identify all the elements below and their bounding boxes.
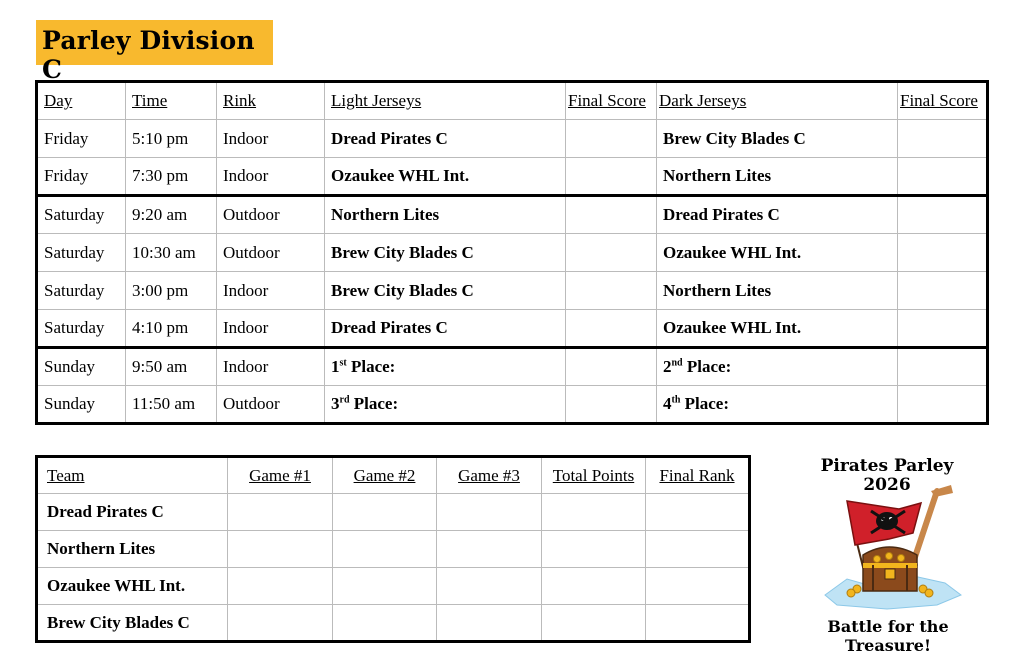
cell-total-points[interactable] [542, 494, 646, 531]
cell-time: 7:30 pm [126, 158, 217, 196]
logo-tagline: Battle for the Treasure! [827, 617, 949, 655]
schedule-header-row [37, 82, 988, 120]
cell-game-2[interactable] [333, 605, 437, 642]
header-final-rank: Final Rank [646, 457, 750, 494]
cell-dark-team: Ozaukee WHL Int. [657, 234, 898, 272]
standings-team: Northern Lites [37, 531, 228, 568]
cell-light-score[interactable] [566, 348, 657, 386]
header-light-final-score: Final Score [566, 82, 657, 120]
cell-light-team: Brew City Blades C [325, 234, 566, 272]
cell-final-rank[interactable] [646, 531, 750, 568]
place-number: 3 [331, 394, 340, 413]
standings-header-row [37, 457, 750, 494]
place-number: 2 [663, 357, 672, 376]
place-ordinal: rd [339, 394, 350, 406]
cell-day: Sunday [37, 348, 126, 386]
place-number: 1 [331, 357, 340, 376]
header-rink: Rink [217, 82, 325, 120]
cell-total-points[interactable] [542, 568, 646, 605]
cell-rink: Indoor [217, 310, 325, 348]
cell-dark-team: Brew City Blades C [657, 120, 898, 158]
cell-dark-score[interactable] [898, 234, 988, 272]
standings-row [37, 568, 750, 605]
cell-dark-team: Ozaukee WHL Int. [657, 310, 898, 348]
cell-game-1[interactable] [228, 605, 333, 642]
place-label: Place: [346, 357, 396, 376]
schedule-row [37, 158, 988, 196]
cell-rink: Indoor [217, 120, 325, 158]
cell-rink: Indoor [217, 348, 325, 386]
standings-team: Ozaukee WHL Int. [37, 568, 228, 605]
header-dark-final-score: Final Score [898, 82, 988, 120]
cell-day: Friday [37, 120, 126, 158]
header-dark-jerseys: Dark Jerseys [657, 82, 898, 120]
cell-light-team: Dread Pirates C [325, 120, 566, 158]
cell-dark-team: Dread Pirates C [657, 196, 898, 234]
cell-rink: Indoor [217, 272, 325, 310]
cell-dark-score[interactable] [898, 310, 988, 348]
schedule-table [35, 80, 989, 425]
cell-game-2[interactable] [333, 494, 437, 531]
header-total-points: Total Points [542, 457, 646, 494]
place-ordinal: nd [671, 357, 683, 369]
cell-day: Saturday [37, 310, 126, 348]
cell-time: 3:00 pm [126, 272, 217, 310]
cell-light-score[interactable] [566, 120, 657, 158]
cell-dark-team: Northern Lites [657, 158, 898, 196]
cell-game-1[interactable] [228, 494, 333, 531]
cell-dark-score[interactable] [898, 386, 988, 424]
cell-dark-score[interactable] [898, 348, 988, 386]
schedule-row [37, 348, 988, 386]
header-time: Time [126, 82, 217, 120]
schedule-row [37, 234, 988, 272]
cell-dark-score[interactable] [898, 196, 988, 234]
cell-rink: Outdoor [217, 234, 325, 272]
cell-dark-team: Northern Lites [657, 272, 898, 310]
cell-game-2[interactable] [333, 531, 437, 568]
cell-game-2[interactable] [333, 568, 437, 605]
place-label: Place: [682, 357, 732, 376]
cell-final-rank[interactable] [646, 494, 750, 531]
cell-day: Saturday [37, 234, 126, 272]
cell-dark-score[interactable] [898, 120, 988, 158]
cell-game-3[interactable] [437, 494, 542, 531]
cell-light-score[interactable] [566, 386, 657, 424]
cell-game-3[interactable] [437, 531, 542, 568]
cell-rink: Outdoor [217, 386, 325, 424]
standings-table [35, 455, 751, 643]
cell-rink: Outdoor [217, 196, 325, 234]
cell-game-1[interactable] [228, 568, 333, 605]
schedule-row [37, 196, 988, 234]
cell-game-3[interactable] [437, 605, 542, 642]
cell-time: 9:20 am [126, 196, 217, 234]
header-game-3: Game #3 [437, 457, 542, 494]
cell-dark-score[interactable] [898, 158, 988, 196]
division-title: Parley Division C [42, 26, 255, 84]
cell-light-team: Ozaukee WHL Int. [325, 158, 566, 196]
division-title-box [36, 20, 273, 84]
cell-time: 11:50 am [126, 386, 217, 424]
schedule-row [37, 310, 988, 348]
place-ordinal: th [671, 394, 681, 406]
cell-dark-score[interactable] [898, 272, 988, 310]
cell-dark-placeholder [657, 386, 898, 424]
cell-light-team: Dread Pirates C [325, 310, 566, 348]
cell-time: 5:10 pm [126, 120, 217, 158]
cell-time: 9:50 am [126, 348, 217, 386]
place-ordinal: st [339, 357, 347, 369]
cell-light-score[interactable] [566, 272, 657, 310]
cell-game-1[interactable] [228, 531, 333, 568]
header-team: Team [37, 457, 228, 494]
cell-final-rank[interactable] [646, 605, 750, 642]
cell-rink: Indoor [217, 158, 325, 196]
standings-row [37, 605, 750, 642]
cell-light-score[interactable] [566, 158, 657, 196]
cell-time: 4:10 pm [126, 310, 217, 348]
standings-team: Dread Pirates C [37, 494, 228, 531]
cell-game-3[interactable] [437, 568, 542, 605]
pirates-parley-logo [792, 455, 992, 655]
cell-light-score[interactable] [566, 310, 657, 348]
cell-total-points[interactable] [542, 605, 646, 642]
cell-total-points[interactable] [542, 531, 646, 568]
cell-light-team: Brew City Blades C [325, 272, 566, 310]
logo-title-line2: 2026 [863, 475, 911, 495]
cell-day: Sunday [37, 386, 126, 424]
header-game-1: Game #1 [228, 457, 333, 494]
place-label: Place: [349, 394, 399, 413]
cell-light-placeholder [325, 348, 566, 386]
cell-day: Saturday [37, 196, 126, 234]
treasure-chest-flag-icon [817, 483, 967, 615]
schedule-row [37, 120, 988, 158]
standings-team: Brew City Blades C [37, 605, 228, 642]
logo-title-line1: Pirates Parley [820, 456, 954, 476]
cell-light-placeholder [325, 386, 566, 424]
cell-light-score[interactable] [566, 196, 657, 234]
cell-day: Friday [37, 158, 126, 196]
schedule-row [37, 386, 988, 424]
cell-final-rank[interactable] [646, 568, 750, 605]
standings-row [37, 531, 750, 568]
place-number: 4 [663, 394, 672, 413]
header-day: Day [37, 82, 126, 120]
header-game-2: Game #2 [333, 457, 437, 494]
schedule-row [37, 272, 988, 310]
cell-time: 10:30 am [126, 234, 217, 272]
cell-dark-placeholder [657, 348, 898, 386]
standings-row [37, 494, 750, 531]
cell-light-score[interactable] [566, 234, 657, 272]
cell-day: Saturday [37, 272, 126, 310]
header-light-jerseys: Light Jerseys [325, 82, 566, 120]
cell-light-team: Northern Lites [325, 196, 566, 234]
place-label: Place: [680, 394, 730, 413]
